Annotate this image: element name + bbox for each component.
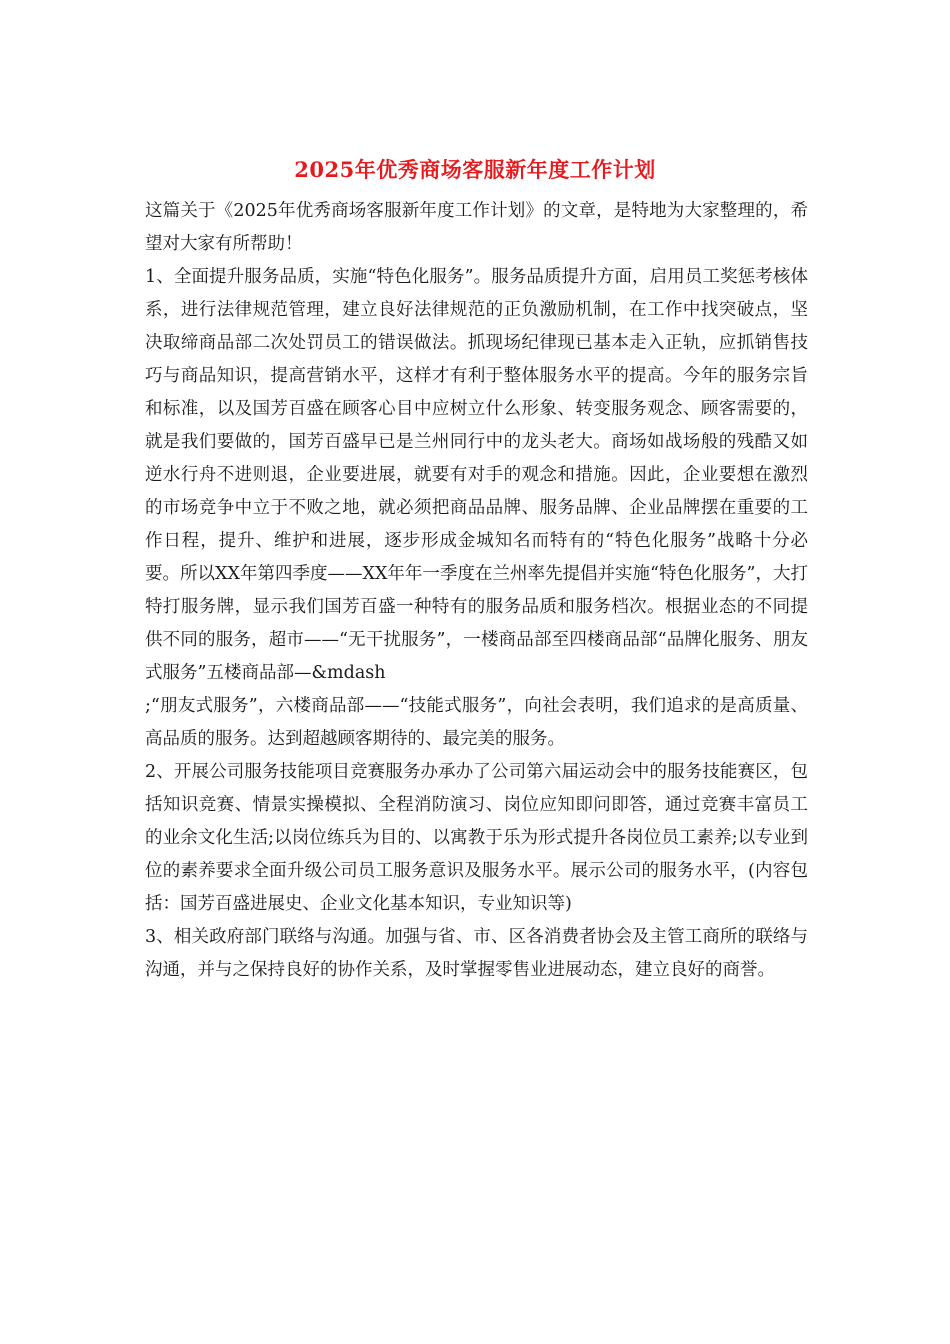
document-body (145, 195, 808, 987)
section-3-paragraph: 3、相关政府部门联络与沟通。加强与省、市、区各消费者协会及主管工商所的联络与沟通，并与之保持良好的协作关系，及时掌握零售业进展动态，建立良好的商誉。 (145, 927, 808, 980)
section-1-continuation-paragraph: ;“朋友式服务”，六楼商品部——“技能式服务”，向社会表明，我们追求的是高质量、高品质的服务。达到超越顾客期待的、最完美的服务。 (145, 696, 808, 749)
document-title: 2025年优秀商场客服新年度工作计划 (294, 157, 656, 182)
intro-paragraph: 这篇关于《2025年优秀商场客服新年度工作计划》的文章，是特地为大家整理的，希望对大家有所帮助！ (145, 201, 808, 254)
section-2-paragraph: 2、开展公司服务技能项目竞赛服务办承办了公司第六届运动会中的服务技能赛区，包括知识竞赛、情景实操模拟、全程消防演习、岗位应知即问即答，通过竞赛丰富员工的业余文化生活;以岗位练兵为目的、以寓教于乐为形式提升各岗位员工素养;以专业到位的素养要求全面升级公司员工服务意识及服务水平。展示公司的服务水平，(内容包括：国芳百盛进展史、企业文化基本知识，专业知识等) (145, 762, 808, 914)
section-1-paragraph: 1、全面提升服务品质，实施“特色化服务”。服务品质提升方面，启用员工奖惩考核体系，进行法律规范管理，建立良好法律规范的正负激励机制，在工作中找突破点，坚决取缔商品部二次处罚员工的错误做法。抓现场纪律现已基本走入正轨，应抓销售技巧与商品知识，提高营销水平，这样才有利于整体服务水平的提高。今年的服务宗旨和标准，以及国芳百盛在顾客心目中应树立什么形象、转变服务观念、顾客需要的，就是我们要做的，国芳百盛早已是兰州同行中的龙头老大。商场如战场般的残酷又如逆水行舟不进则退，企业要进展，就要有对手的观念和措施。因此，企业要想在激烈的市场竞争中立于不败之地，就必须把商品品牌、服务品牌、企业品牌摆在重要的工作日程，提升、维护和进展，逐步形成金城知名而特有的“特色化服务”战略十分必要。所以XX年第四季度——XX年年一季度在兰州率先提倡并实施“特色化服务”，大打特打服务牌，显示我们国芳百盛一种特有的服务品质和服务档次。根据业态的不同提供不同的服务，超市——“无干扰服务”，一楼商品部至四楼商品部“品牌化服务、朋友式服务”五楼商品部—&mdash (145, 267, 808, 683)
